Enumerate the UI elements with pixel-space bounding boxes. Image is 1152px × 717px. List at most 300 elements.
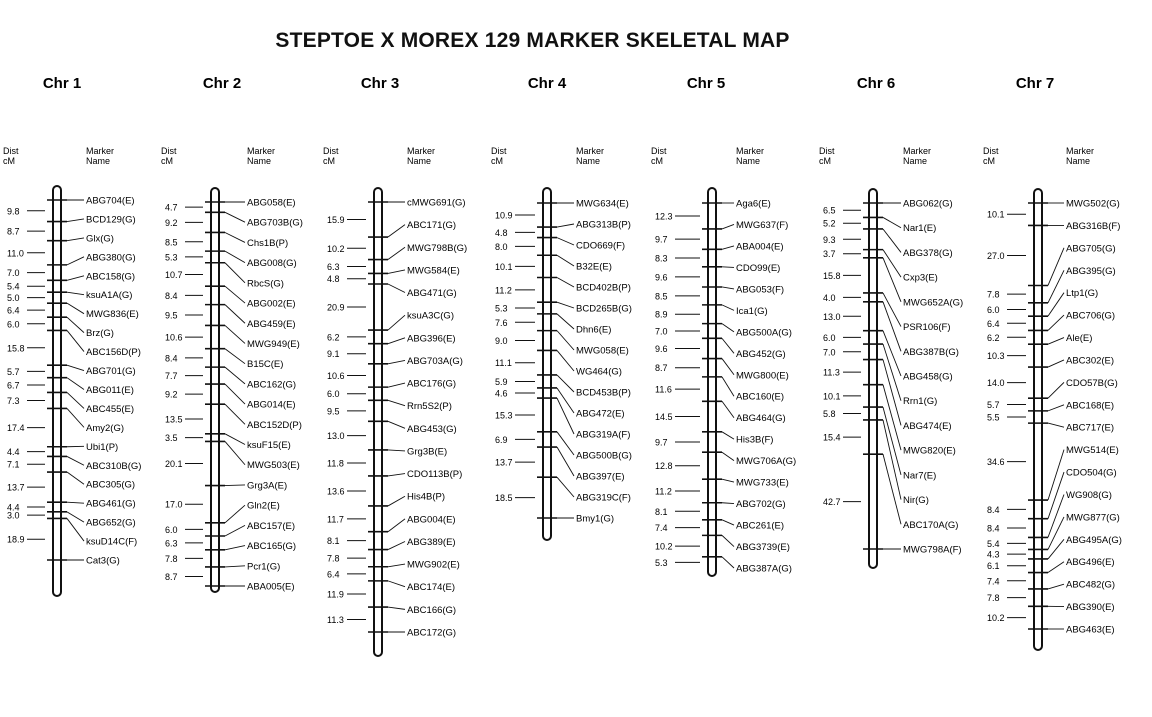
marker-label: ABC162(G) [247, 379, 297, 391]
marker-connector [388, 247, 405, 259]
marker-label: cMWG691(G) [407, 197, 466, 209]
distance-label: 8.7 [655, 363, 668, 374]
distance-label: 14.5 [655, 412, 673, 423]
distance-label: 14.0 [987, 378, 1005, 389]
marker-connector [557, 398, 574, 434]
marker-label: ABG472(E) [576, 408, 625, 420]
marker-connector [883, 258, 901, 302]
distance-label: 4.7 [165, 202, 178, 213]
marker-connector [225, 251, 245, 263]
marker-connector [722, 267, 734, 268]
marker-label: ABG062(G) [903, 198, 953, 210]
distance-label: 27.0 [987, 250, 1005, 261]
chromosome-label: Chr 5 [686, 75, 726, 92]
distance-label: 8.5 [655, 291, 668, 302]
distance-label: 11.6 [655, 384, 672, 395]
distance-label: 18.9 [7, 534, 25, 545]
marker-label: Bmy1(G) [576, 513, 614, 525]
distance-label: 6.4 [987, 318, 1000, 329]
marker-label: ABC261(E) [736, 520, 785, 532]
marker-label: ABG452(G) [736, 348, 786, 360]
marker-connector [67, 502, 84, 503]
marker-label: ABG3739(E) [736, 542, 790, 554]
marker-label: ABA005(E) [247, 581, 295, 593]
marker-connector [67, 330, 84, 351]
marker-label: Chs1B(P) [247, 237, 289, 249]
distance-label: 5.0 [7, 293, 20, 304]
marker-connector [1048, 360, 1064, 367]
distance-label: 8.9 [655, 309, 668, 320]
marker-label: ABG471(G) [407, 288, 457, 300]
marker-label: ABG395(G) [1066, 265, 1116, 277]
distance-label: 9.7 [655, 234, 668, 245]
distance-label: 6.9 [495, 434, 508, 445]
distance-label: 8.4 [987, 504, 1000, 515]
marker-connector [388, 338, 405, 344]
dist-header: Dist [161, 146, 177, 156]
distance-label: 6.5 [823, 205, 836, 216]
distance-label: 7.3 [7, 395, 20, 406]
distance-label: 4.8 [327, 274, 340, 285]
marker-connector [225, 305, 245, 324]
distance-label: 13.0 [327, 431, 345, 442]
marker-label: MWG706A(G) [736, 456, 797, 468]
marker-connector [557, 314, 574, 329]
marker-label: ABG313B(P) [576, 219, 631, 231]
marker-label: BCD265B(G) [576, 303, 632, 315]
distance-label: 8.3 [655, 253, 668, 264]
marker-connector [225, 212, 245, 222]
marker-label: ABC482(G) [1066, 579, 1116, 591]
marker-label: ABC171(G) [407, 220, 457, 232]
distance-label: 6.7 [7, 380, 20, 391]
marker-label: Ltp1(G) [1066, 288, 1099, 300]
marker-connector [1048, 293, 1064, 316]
marker-label: ABG702(G) [736, 499, 786, 511]
marker-label: CDO113B(P) [407, 469, 463, 481]
distance-label: 9.6 [655, 272, 668, 283]
marker-label: ABG319C(F) [576, 492, 631, 504]
marker-connector [388, 496, 405, 506]
marker-connector [557, 388, 574, 413]
marker-label: Ica1(G) [736, 305, 768, 317]
distance-label: 17.4 [7, 423, 25, 434]
distance-label: 15.8 [7, 343, 25, 354]
marker-connector [67, 472, 84, 484]
marker-label: WG464(G) [576, 366, 622, 378]
marker-connector [1048, 584, 1064, 589]
marker-connector [557, 224, 574, 227]
marker-label: ABC717(E) [1066, 422, 1115, 434]
distance-label: 7.4 [987, 576, 1000, 587]
distance-label: 7.0 [7, 268, 20, 279]
distance-label: 6.4 [7, 305, 20, 316]
dist-header: Dist [3, 146, 19, 156]
marker-connector [225, 441, 245, 464]
marker-connector [722, 287, 734, 289]
marker-label: ABG002(E) [247, 298, 296, 310]
distance-label: 8.7 [7, 226, 20, 237]
distance-label: 9.6 [655, 343, 668, 354]
distance-label: 9.0 [495, 336, 508, 347]
marker-connector [388, 450, 405, 451]
marker-label: CDO669(F) [576, 240, 626, 252]
distance-label: 13.6 [327, 486, 345, 497]
marker-connector [1048, 539, 1064, 559]
distance-label: 6.0 [987, 305, 1000, 315]
marker-connector [388, 225, 405, 237]
marker-connector [67, 378, 84, 390]
distance-label: 10.9 [495, 210, 513, 221]
marker-label: ABG389(E) [407, 536, 456, 548]
marker-label: Grg3A(E) [247, 480, 288, 492]
marker-connector [722, 324, 734, 332]
distance-label: 6.0 [327, 389, 340, 400]
marker-connector [225, 566, 245, 567]
marker-label: Gln2(E) [247, 500, 280, 512]
distance-label: 5.4 [7, 281, 20, 292]
distance-label: 13.0 [823, 311, 841, 322]
distance-label: 7.8 [987, 593, 1000, 604]
cm-header: cM [983, 156, 995, 166]
marker-label: Ale(E) [1066, 333, 1093, 345]
distance-label: 20.9 [327, 302, 345, 313]
distance-label: 10.2 [327, 243, 345, 254]
distance-label: 10.7 [165, 269, 183, 280]
marker-connector [388, 541, 405, 549]
marker-label: ABC166(G) [407, 604, 457, 616]
marker-connector [388, 474, 405, 476]
distance-label: 7.0 [823, 347, 836, 358]
distance-label: 4.8 [495, 227, 508, 238]
distance-label: 6.2 [327, 332, 340, 343]
marker-label: ABG004(E) [407, 514, 456, 526]
distance-label: 5.3 [165, 252, 178, 263]
marker-connector [67, 303, 84, 314]
marker-label: BCD453B(P) [576, 387, 631, 399]
marker-label: MWG514(E) [1066, 445, 1119, 457]
marker-connector [225, 263, 245, 283]
distance-label: 7.0 [655, 326, 668, 337]
marker-connector [388, 581, 405, 587]
distance-label: 4.4 [7, 502, 20, 513]
chromosome-bar [708, 188, 716, 576]
chromosome-label: Chr 4 [527, 75, 567, 92]
marker-connector [225, 367, 245, 384]
marker-connector [225, 434, 245, 445]
marker-connector [225, 349, 245, 364]
marker-connector [1048, 423, 1064, 427]
marker-label: ABG387A(G) [736, 563, 792, 575]
distance-label: 8.4 [165, 353, 178, 364]
marker-connector [388, 270, 405, 274]
distance-label: 9.7 [655, 437, 668, 448]
dist-header: Dist [491, 146, 507, 156]
distance-label: 10.6 [327, 370, 345, 381]
marker-label: Nir(G) [903, 495, 929, 507]
marker-connector [388, 607, 405, 609]
distance-label: 10.1 [987, 209, 1005, 220]
marker-label: MWG502(G) [1066, 198, 1120, 210]
marker-label: MWG584(E) [407, 265, 460, 277]
marker-connector [225, 404, 245, 424]
marker-connector [557, 278, 574, 287]
marker-connector [388, 360, 405, 363]
distance-label: 11.2 [495, 285, 512, 296]
marker-connector [722, 401, 734, 417]
distance-label: 9.5 [327, 406, 340, 417]
marker-label: Amy2(G) [86, 422, 124, 434]
marker-connector [883, 217, 901, 227]
cm-header: cM [161, 156, 173, 166]
marker-connector [1048, 517, 1064, 550]
marker-label: MWG798B(G) [407, 242, 468, 254]
distance-label: 8.5 [165, 237, 178, 248]
marker-label: WG908(G) [1066, 489, 1112, 501]
marker-label: ABC305(G) [86, 479, 136, 491]
distance-label: 5.3 [495, 303, 508, 314]
marker-label: ABG500A(G) [736, 327, 792, 339]
distance-label: 11.0 [7, 248, 24, 259]
distance-label: 15.4 [823, 432, 841, 443]
marker-header: Marker [247, 146, 276, 156]
distance-label: 10.1 [495, 261, 513, 272]
marker-label: ABC168(E) [1066, 400, 1115, 412]
marker-label: ABC172(G) [407, 627, 457, 639]
marker-header: Marker [407, 146, 436, 156]
distance-label: 10.1 [823, 391, 841, 402]
marker-label: ABG459(E) [247, 318, 296, 330]
marker-connector [1048, 472, 1064, 519]
marker-connector [67, 392, 84, 408]
marker-label: Nar1(E) [903, 223, 937, 235]
distance-label: 20.1 [165, 459, 183, 470]
marker-connector [722, 224, 734, 228]
distance-label: 6.3 [165, 538, 178, 549]
name-header: Name [86, 156, 111, 166]
marker-connector [722, 305, 734, 310]
marker-connector [225, 232, 245, 242]
marker-connector [225, 325, 245, 343]
marker-label: ABG701(G) [86, 366, 136, 378]
marker-label: ABG011(E) [86, 384, 134, 396]
distance-label: 9.5 [165, 310, 178, 321]
distance-label: 11.3 [327, 615, 344, 626]
marker-label: ABG396(E) [407, 333, 456, 345]
marker-connector [388, 383, 405, 387]
marker-connector [67, 512, 84, 522]
marker-connector [1048, 562, 1064, 573]
marker-connector [557, 375, 574, 392]
marker-label: CDO99(E) [736, 262, 781, 274]
distance-label: 15.3 [495, 410, 513, 421]
marker-label: ABG058(E) [247, 197, 296, 209]
distance-label: 9.8 [7, 206, 20, 217]
marker-label: MWG652A(G) [903, 297, 964, 309]
distance-label: 11.9 [327, 589, 344, 600]
marker-connector [225, 505, 245, 523]
marker-label: ABC156D(P) [86, 347, 141, 359]
distance-label: 4.3 [987, 549, 1000, 560]
marker-label: RbcS(G) [247, 278, 284, 290]
chromosome-bar [53, 186, 61, 596]
marker-connector [1048, 270, 1064, 303]
marker-connector [388, 315, 405, 330]
marker-label: Rrn1(G) [903, 396, 938, 408]
name-header: Name [247, 156, 272, 166]
chromosome-label: Chr 1 [42, 75, 82, 92]
distance-label: 8.1 [327, 536, 340, 547]
marker-label: ABG453(G) [407, 423, 457, 435]
marker-label: ABC176(G) [407, 378, 457, 390]
marker-label: ABC158(G) [86, 271, 136, 283]
distance-label: 8.7 [165, 571, 178, 582]
distance-label: 5.8 [823, 409, 836, 420]
distance-label: 5.2 [823, 218, 836, 229]
marker-label: ksuA3C(G) [407, 310, 454, 322]
marker-label: MWG902(E) [407, 559, 460, 571]
distance-label: 6.0 [7, 319, 20, 330]
marker-connector [388, 421, 405, 428]
marker-connector [67, 238, 84, 241]
distance-label: 5.7 [987, 400, 1000, 411]
marker-label: ABG474(E) [903, 420, 952, 432]
marker-connector [67, 317, 84, 332]
marker-connector [225, 286, 245, 303]
marker-label: ABG380(G) [86, 252, 136, 264]
marker-label: MWG637(F) [736, 219, 789, 231]
distance-label: 6.2 [987, 332, 1000, 343]
marker-label: MWG877(G) [1066, 512, 1120, 524]
marker-label: CDO57B(G) [1066, 377, 1118, 389]
marker-connector [722, 338, 734, 353]
marker-label: ABA004(E) [736, 241, 784, 253]
marker-connector [722, 520, 734, 525]
marker-label: ABG387B(G) [903, 346, 959, 358]
chromosome-label: Chr 2 [202, 75, 242, 92]
distance-label: 11.3 [823, 367, 840, 378]
marker-label: ABG390(E) [1066, 602, 1115, 614]
distance-label: 12.3 [655, 211, 673, 222]
marker-label: MWG058(E) [576, 345, 629, 357]
distance-label: 7.6 [495, 317, 508, 328]
distance-label: 8.4 [987, 523, 1000, 534]
marker-label: ABC455(E) [86, 403, 135, 415]
distance-label: 7.4 [655, 523, 668, 534]
marker-connector [557, 331, 574, 350]
marker-label: ABG500B(G) [576, 450, 632, 462]
name-header: Name [903, 156, 928, 166]
marker-label: Nar7(E) [903, 470, 937, 482]
marker-label: ABC160(E) [736, 391, 785, 403]
marker-label: Pcr1(G) [247, 561, 281, 573]
marker-label: ABG316B(F) [1066, 220, 1121, 232]
distance-label: 42.7 [823, 497, 841, 508]
marker-label: B32E(E) [576, 261, 612, 273]
chromosome-label: Chr 3 [360, 75, 400, 92]
distance-label: 13.5 [165, 414, 183, 425]
distance-label: 6.1 [987, 561, 1000, 572]
marker-connector [225, 485, 245, 486]
distance-label: 11.2 [655, 486, 672, 497]
distance-label: 5.4 [987, 538, 1000, 549]
marker-connector [388, 564, 405, 567]
marker-label: ABG319A(F) [576, 429, 631, 441]
marker-label: His3B(F) [736, 434, 774, 446]
marker-label: PSR106(F) [903, 322, 951, 334]
marker-label: B15C(E) [247, 359, 284, 371]
distance-label: 9.1 [327, 349, 340, 360]
marker-label: ABG496(E) [1066, 557, 1115, 569]
marker-label: MWG798A(F) [903, 544, 962, 556]
marker-connector [722, 452, 734, 460]
marker-label: MWG836(E) [86, 309, 139, 321]
marker-label: ksuA1A(G) [86, 290, 133, 302]
marker-label: MWG634(E) [576, 198, 629, 210]
marker-connector [722, 432, 734, 439]
marker-connector [722, 535, 734, 546]
marker-connector [388, 519, 405, 532]
marker-label: MWG949(E) [247, 338, 300, 350]
marker-connector [225, 525, 245, 536]
marker-connector [1048, 494, 1064, 537]
marker-connector [67, 257, 84, 265]
name-header: Name [736, 156, 761, 166]
distance-label: 11.1 [495, 358, 512, 369]
marker-connector [67, 292, 84, 295]
chromosome-bar [869, 189, 877, 568]
distance-label: 10.3 [987, 351, 1005, 362]
distance-label: 8.4 [165, 290, 178, 301]
marker-connector [388, 400, 405, 405]
marker-connector [557, 477, 574, 497]
marker-label: ABG378(G) [903, 247, 953, 259]
marker-connector [722, 377, 734, 396]
marker-connector [67, 276, 84, 280]
distance-label: 10.2 [987, 613, 1005, 624]
marker-connector [1048, 450, 1064, 500]
distance-label: 15.9 [327, 215, 345, 226]
distance-label: 4.4 [7, 447, 20, 458]
distance-label: 6.0 [823, 332, 836, 343]
marker-connector [722, 479, 734, 482]
distance-label: 13.7 [7, 482, 25, 493]
marker-label: His4B(P) [407, 491, 446, 503]
distance-label: 5.3 [655, 557, 668, 568]
distance-label: 9.2 [165, 389, 178, 400]
marker-label: Cat3(G) [86, 555, 120, 567]
marker-label: ABG014(E) [247, 399, 296, 411]
marker-label: ABG703A(G) [407, 355, 463, 367]
marker-label: Cxp3(E) [903, 272, 938, 284]
distance-label: 17.0 [165, 499, 183, 510]
marker-connector [557, 238, 574, 245]
distance-label: 34.6 [987, 457, 1005, 468]
marker-label: ABC170A(G) [903, 519, 959, 531]
marker-connector [722, 503, 734, 504]
distance-label: 7.1 [7, 459, 20, 470]
marker-label: ksuD14C(F) [86, 536, 138, 548]
marker-connector [225, 384, 245, 404]
marker-header: Marker [86, 146, 115, 156]
marker-label: Aga6(E) [736, 198, 771, 210]
distance-label: 4.6 [495, 388, 508, 399]
chromosome-bar [1034, 189, 1042, 650]
marker-label: Brz(G) [86, 328, 114, 340]
name-header: Name [407, 156, 432, 166]
marker-label: Grg3B(E) [407, 446, 448, 458]
distance-label: 7.8 [327, 553, 340, 564]
